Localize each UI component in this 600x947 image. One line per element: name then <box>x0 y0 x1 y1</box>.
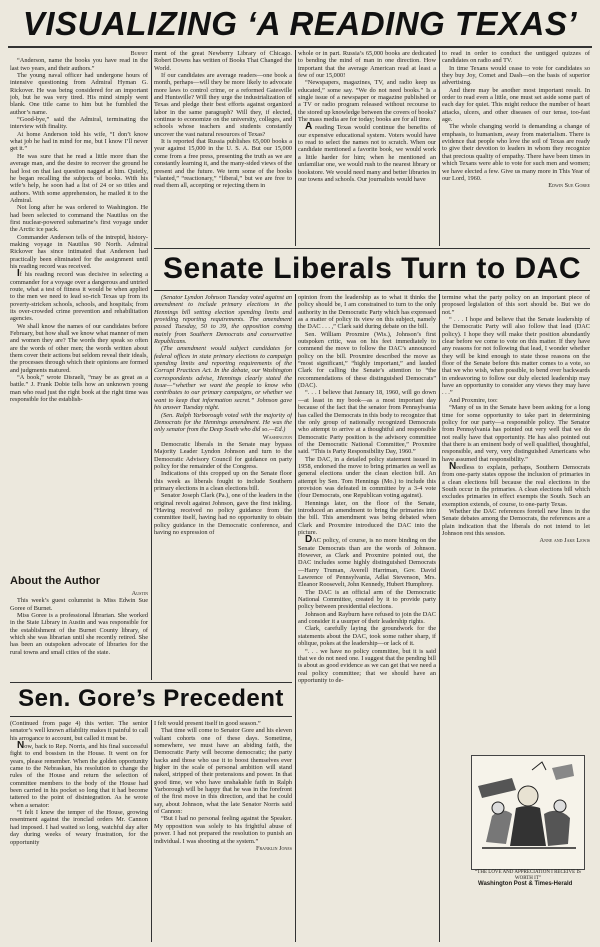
article-column <box>10 50 148 570</box>
paragraph: The DAC is an official arm of the Democratic National Committee, created by it to provide party policy between presidential elections. <box>298 588 436 611</box>
headline-senate-liberals: Senate Liberals Turn to DAC <box>162 252 581 285</box>
paragraph: “. . . we have no policy committee, but it is said that we do not need one. I suggest that the pending bill is about as good evidence as we can get that we need a real policy committee; that we should have an opportunity to de- <box>298 647 436 684</box>
article-column <box>442 294 590 744</box>
paragraph: The DAC, in a detailed policy statement issued in 1958, endorsed the move to bring primaries as well as general elections under the clean election bill. An attempt by Sen. Tom Hennings (Mo.) to include this provision was defeated in committee by a 3-4 vote (four Democrats, one Republican voting against). <box>298 455 436 500</box>
cartoon-credit: Washington Post & Times-Herald <box>478 881 573 887</box>
paragraph: (Sen. Ralph Yarborough voted with the majority of Democrats for the Hennings amendment. He was the only senator from the Deep South who did so.—Ed.) <box>154 411 292 434</box>
article-column <box>154 50 292 246</box>
paragraph: Indications of this cropped up on the Senate floor this week as liberals fought to include Southern primary elections in a clean elections bill. <box>154 470 292 492</box>
paragraph: And Proxmire, too: <box>449 396 498 404</box>
paragraph: Needless to explain, perhaps, Southern Democrats from one-party states oppose the inclusion of primaries in a clean elections bill because the real elections in the South occur in the primaries. A clean elections bill which excludes primaries in effect exempts the South. Such an exemption extends, of course, to one-party Texas. <box>442 460 590 508</box>
paragraph: Democratic liberals in the Senate may bypass Majority Leader Lyndon Johnson and turn to the Democratic Advisory Council for guidance on party policy for the remainder of the Congress. <box>154 440 292 470</box>
paragraph: We shall know the names of our candidates before February, but how shall we know what manner of men and women they are? The words they speak so often are the words of other men; the words written about them cover their actions but seldom reveal their ideals, the processes through which their opinions are formed and judgments matured. <box>10 322 148 374</box>
article-column <box>298 294 436 940</box>
article-column <box>298 50 436 246</box>
paragraph: “I felt I knew the temper of the House, growing resentment against the ironclad orders Mr. Cannon had imposed. I had waited so long, watchful day after day during weeks of weary frustration, for the opportunity <box>10 809 148 846</box>
paragraph: Clark, carefully laying the groundwork for the statements about the DAC, took some rather sharp, if oblique, pokes at the leadership—or lack of it. <box>298 625 436 648</box>
paragraph: “Newspapers, magazines, TV, and radio keep us educated,” some say. “We do not need books.” Is a single issue of a newspaper or magazine published or a TV or radio program released without recourse to the stored up knowledge between the covers of books? The mass media are for today; books are for all time. <box>298 79 436 124</box>
paragraph: Hennings later, on the floor of the Senate, introduced an amendment to bring the primaries into the bill. This amendment was being debated when Clark and Proxmire introduced the DAC into the picture. <box>298 499 436 536</box>
paragraph: “Good-bye,” said the Admiral, terminating the interview with finality. <box>10 116 148 131</box>
paragraph: At home Anderson told his wife, “I don’t know what job he had in mind for me, but I know I’ll never get it.” <box>10 130 148 153</box>
paragraph: I felt would present itself in good season.” <box>154 720 261 727</box>
paragraph: “But I had no personal feeling against the Speaker. My opposition was solely to his frightful abuse of power. I had not prepared the resolution to punish an individual. I was shooting at the system.” <box>154 815 292 845</box>
column-rule <box>151 50 152 680</box>
paragraph: In time Texans would cease to vote for candidates so they buy Joy, Comet and Dash—on the basis of superior advertising. <box>442 64 590 87</box>
paragraph: Not long after he was ordered to Washington. He had been selected to command the Nautilus on the first nuclear-powered submarine’s first voyage under the Arctic ice pack. <box>10 204 148 234</box>
about-heading: About the Author <box>10 575 101 587</box>
paragraph: ment of the great Newberry Library of Chicago. Robert Downs has written of Books That Changed the World. <box>154 50 292 72</box>
divider <box>10 682 292 683</box>
divider <box>10 716 292 717</box>
paragraph: DAC policy, of course, is no more binding on the Senate Democrats than are the words of Johnson. However, as Clark and Proxmire pointed out, the DAC includes some highly distinguished Democrats—Harry Truman, Averell Harriman, Gov. David Lawrence of Pennsylvania, Adlai Stevenson, Mrs. Eleanor Roosevelt, John Kennedy, Hubert Humphrey. <box>298 534 436 589</box>
paragraph: to read in order to conduct the untigged quizzes of candidates on radio and TV. <box>442 50 590 65</box>
paragraph: Senator Joseph Clark (Pa.), one of the leaders in the original revolt against Johnson, gave the first inkling. “Having received no policy guidance from the committee itself, having had no opportunity to obtain policy guidance in the Democratic conference, and having no expression of <box>154 492 292 536</box>
paragraph: Whether the DAC references foretell new lines in the Senate debates among the Democrats, the references are a plain indication that the liberals do not intend to let Johnson rest this session. <box>442 507 590 537</box>
paragraph: This week’s guest columnist is Miss Edwin Sue Goree of Burnet. <box>10 597 148 612</box>
paragraph: Anne and Jake Lewis <box>539 537 590 545</box>
divider <box>154 290 590 291</box>
paragraph: He was sure that he read a little more than the average man, and the desire to recover the ground he had lost on that last question nagged at him. Quietly, he began recalling the subjects of books. With his wife’s help, he soon had a list of 24 or so titles and authors. With some apprehension, he mailed it to the Admiral. <box>10 152 148 204</box>
paragraph: “A book,” wrote Disraeli, “may be as great as a battle.” J. Frank Dobie tells how an unknown young man who read just the right book at the right time was responsible for the establish- <box>10 374 148 404</box>
paragraph: termine what the party policy on an important piece of proposed legislation of this sort should be. But we do not.” <box>442 294 590 316</box>
article-column <box>10 720 148 942</box>
paragraph: (Senator Lyndon Johnson Tuesday voted against an amendment to include primary elections in the Hennings bill setting election spending limits and providing reporting requirements. The amendment passed Tuesday, 50 to 39, the opposition coming mainly from Southern Democrats and conservative Republicans. <box>154 294 292 346</box>
paragraph: “Many of us in the Senate have been asking for a long time for some opportunity to take part in determining policy for our party—a responsible policy. The Senator from Pennsylvania has pointed out very well that we do not really have that opportunity. He has also pointed out that there is an eminent body of well qualified, thoughtful, responsible, and very, very distinguished Americans who have assumed that responsibility.” <box>442 404 590 463</box>
paragraph: A reading Texas would continue the benefits of our expensive educational system. Voters would have to read to select the names not to scratch. When our candidate mentioned a favorite book, we would work a little harder for him; when he mentioned an unfamiliar one, we would rush to the nearest library or bookstore. We would need many and better libraries in our towns and schools. Our journalists would have <box>298 121 436 183</box>
about-the-author <box>10 572 148 678</box>
divider <box>154 248 590 249</box>
column-rule <box>295 294 296 942</box>
paragraph: Commander Anderson tells of the intrepid, history-making voyage in Nautilus 90 North. Admiral Rickover has since intimated that Anderson had practically been eliminated for the assignment until his reading record was received. <box>10 233 148 270</box>
paragraph: Sen. William Proxmire (Wis.), Johnson’s first outspoken critic, was on his feet immediately to commend the move to follow the DAC’s announced policy on the bill. Proxmire described the move as “most significant,” “highly important,” and lauded Clark for calling the Senate’s attention to “the recommendations of these distinguished Democrats” (DAC). <box>298 330 436 390</box>
cartoon-caption: “THE LOVE AND APPRECIATION I RECEIVE IS WORTH IT” <box>475 870 581 881</box>
paragraph: If his reading record was decisive in selecting a commander for a voyage over a dangerous and untried route, what a test of fitness it would be when applied to the men we need to lead so-rich Texas up from its poverty-stricken schools, schools, and hospitals; from its over-crowded crime prevention and rehabilitation agencies. <box>10 268 148 323</box>
cartoon-drawing <box>472 756 584 869</box>
editorial-cartoon <box>471 755 585 870</box>
headline-precedent: Sen. Gore’s Precedent <box>18 685 284 712</box>
paragraph: The whole changing world is demanding a change of emphasis, to humanism, away from materialism. There is evidence that people who love the soil of Texas are ready to give their devotion to leaders in whom they recognize that precious quality of empathy. There have been times in which Texans were able to vote for such men and women; we have elected a few. Give us many more in This Year of our Lord, 1960. <box>442 123 590 182</box>
headline-visualizing: VISUALIZING ‘A READING TEXAS’ <box>22 5 578 42</box>
column-rule <box>151 720 152 942</box>
paragraph: It is reported that Russia publishes 65,000 books a year against 15,000 in the U. S. A. But our 15,000 come from a free press, presenting the truth as we are constantly learning it, and the many-sided views of the present and the future. We term some of the books “slanted,” “reactionary,” “liberal,” but we are free to read them all, accepting or rejecting them in <box>154 138 292 190</box>
paragraph: opinion from the leadership as to what it thinks the policy should be, I am constrained to turn to the only authority in the Democratic Party which has expressed as a matter of policy its view on this subject, namely the DAC . . . ,” Clark said during debate on the bill. <box>298 294 436 331</box>
column-rule <box>439 50 440 246</box>
paragraph: Edwin Sue Goree <box>548 182 590 190</box>
column-rule <box>295 50 296 246</box>
paragraph: “ . . . I hope and believe that the Senate leadership of the Democratic Party will also follow that lead (DAC policy). I hope they will make their position abundantly clear before we come to vote on this matter. If they have any reasons for not following that lead, I wonder whether they will be kind enough to state those reasons on the floor of the Senate before this matter comes to a vote, so that we who wish, when possible, to bend over backwards in endeavoring to follow our duly elected leadership may have an opportunity to consider any views they may have . . .” <box>442 316 590 397</box>
article-column <box>154 720 292 942</box>
paragraph: Miss Goree is a professional librarian. She worked in the State Library in Austin and was responsible for the establishment of the Burnet County library, of which she was librarian until she recently retired. She has been an outspoken advocate of libraries for the rural towns and small cities of the state. <box>10 612 148 656</box>
article-column <box>154 294 292 686</box>
paragraph: whole or in part. Russia’s 65,000 books are dedicated to bending the mind of man in one direction. How important that the average American read at least a few of our 15,000! <box>298 50 436 80</box>
paragraph: The young naval officer had undergone hours of intensive questioning from Admiral Hyman G. Rickover. He was being considered for an important job, but he was very tired. His mind simply went blank. One title came to him but he fumbled the author’s name. <box>10 72 148 116</box>
paragraph: Now, back to Rep. Norris, and his final successful fight to end bossism in the House. It went on for years, please remember. When the golden opportunity came to the Nebraskan, his resolution to change the rules of the House and return the selection of committee members to the body of the House had been carried in his pocket so long that it had become tattered to the point of disintegration. As he wrote when a senator: <box>10 740 148 809</box>
paragraph: If our candidates are average readers—one book a month, perhaps—will they be more likely to advocate more laws to control crime, or a reformed Gatesville and Huntsville? Will they urge the industrialization of Texas and pledge their best efforts against organized labor in the same paragraph? Will they, if elected, continue to economize on the university, colleges, and schools whose teachers and students constantly uncover the vast natural resources of Texas? <box>154 72 292 138</box>
paragraph: (The amendment would subject candidates for federal offices in state primary elections to campaign spending limits and reporting requirements of the Corrupt Practices Act. In the debate, our Washington correspondents advise, Hennings clearly stated the issue—“whether we want the people to know who contributes to our primary campaigns, or whether we want to keep that information secret.” Johnson gave his answer Tuesday night. <box>154 345 292 412</box>
paragraph: That time will come to Senator Gore and his eleven valiant cohorts one of these days. Sometime, somewhere, we must have an abiding faith, the Democratic Party will become democratic; the party hacks and those who use it to boost themselves ever higher in the scale of personal ambition will stand naked, stripped of their pretensions and power. In that good time, we who have unshakable faith in Ralph Yarborough will be happy that he was in the forefront of the first move in this direction, and that he could say, about Johnson, what the late Senator Norris said of Cannon: <box>154 727 292 816</box>
paragraph: And there may be another most important result. In order to read even a little, one must set aside some part of each day for quiet. This might reduce the number of heart attacks, ulcers, and other diseases of our tense, too-fast age. <box>442 86 590 124</box>
paragraph: “. . . I believe that January 18, 1960, will go down—at least in my book—as a most important day because of the fact that the senator from Pennsylvania has called the Democrats in this body to recognize that the only group of nationally recognized Democrats who attempt to arrive at a thoughtful and responsible Democratic Party position is the advisory committee of the Democratic National Committee,” Proxmire said. “This is Party Responsibility Day, 1960.” <box>298 389 436 456</box>
paragraph: “Anderson, name the books you have read in the last two years, and their authors.” <box>10 57 148 72</box>
paragraph: Burnet <box>130 50 148 57</box>
paragraph: Austin <box>131 590 148 597</box>
column-rule <box>439 294 440 942</box>
paragraph: (Continued from page 4) this writer. The senior senator’s well known affability makes it painful to call his arrogance to account, but called it must be. <box>10 720 148 742</box>
paragraph: Washington <box>262 433 292 441</box>
article-column <box>442 50 590 246</box>
paragraph: Johnson and Rayburn have refused to join the DAC and consider it a usurper of their leadership rights. <box>298 610 436 626</box>
paragraph: Franklin Jones <box>256 844 292 852</box>
divider <box>8 46 592 48</box>
